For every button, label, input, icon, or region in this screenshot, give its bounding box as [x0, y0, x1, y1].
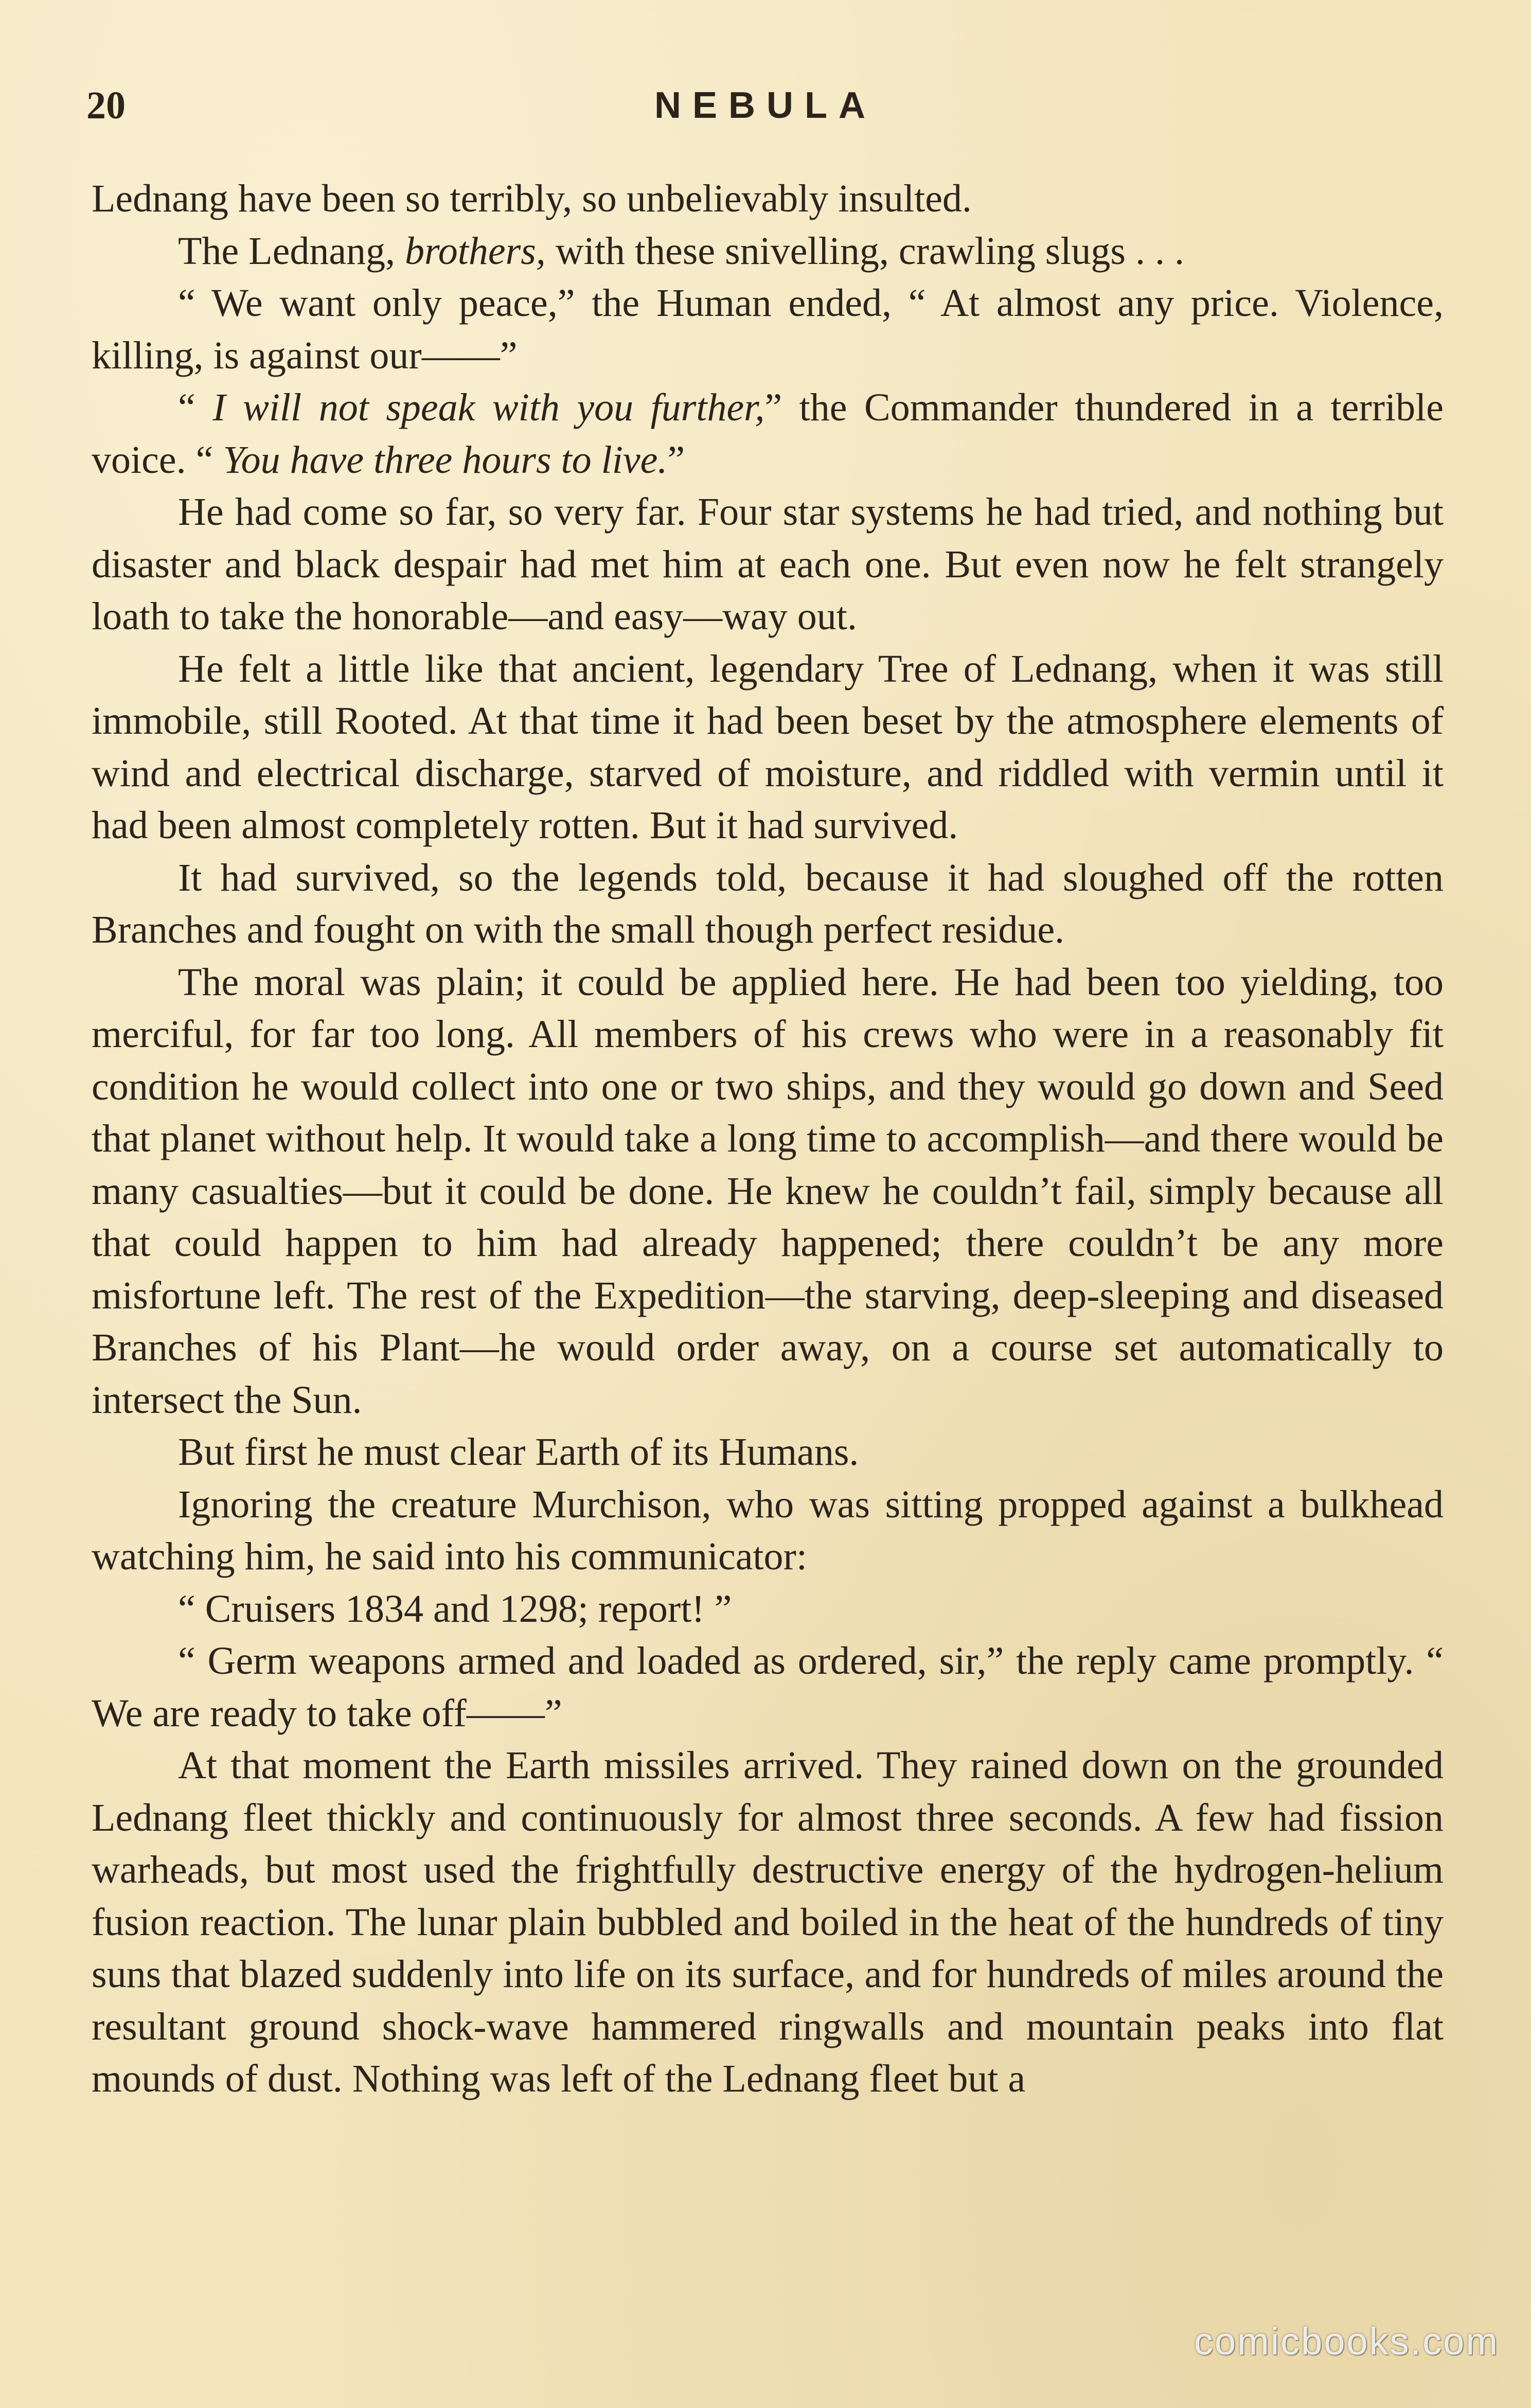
paragraph-text: He felt a little like that ancient, legendary Tree of Lednang, when it was still immobile, still Rooted. At that time it had been beset by the atmosphere elements of wind and electrical discharge, starved of moisture, and riddled with vermin until it had been almost completely rotten. But it had survived. [92, 647, 1444, 847]
italic-text: brothers, [405, 229, 546, 273]
paragraph [92, 277, 1444, 382]
paragraph-text: Lednang have been so terribly, so unbelievably insulted. [92, 177, 972, 220]
page-number: 20 [86, 84, 126, 127]
watermark: comicbooks.com [1194, 2320, 1499, 2363]
paragraph-text: At that moment the Earth missiles arrived. They rained down on the grounded Lednang fleet thickly and continuously for almost three seconds. A few had fission warheads, but most used the frightfully destructive energy of the hydrogen-helium fusion reaction. The lunar plain bubbled and boiled in the heat of the hundreds of tiny suns that blazed suddenly into life on its surface, and for hundreds of miles around the resultant ground shock-wave hammered ringwalls and mountain peaks into flat mounds of dust. Nothing was left of the Lednang fleet but a [92, 1744, 1444, 2100]
paragraph [92, 173, 1444, 225]
paragraph [92, 1740, 1444, 2105]
paragraph-text: “ [178, 386, 213, 429]
paragraph [92, 1635, 1444, 1740]
paragraph-text: “ Germ weapons armed and loaded as ordered, sir,” the reply came promptly. “ We are ready to take off——” [92, 1639, 1444, 1735]
paragraph [92, 225, 1444, 278]
paragraph [92, 1426, 1444, 1479]
paragraph [92, 1583, 1444, 1636]
paragraph-text: He had come so far, so very far. Four star systems he had tried, and nothing but disaster and black despair had met him at each one. But even now he felt strangely loath to take the honorable—and easy—way out. [92, 490, 1444, 638]
running-head: NEBULA [654, 85, 877, 126]
paragraph-text: Ignoring the creature Murchison, who was sitting propped against a bulkhead watching him, he said into his communicator: [92, 1482, 1444, 1578]
paragraph-text: “ We want only peace,” the Human ended, “ At almost any price. Violence, killing, is against our——” [92, 281, 1444, 377]
paragraph-text: ” the Commander thundered in a terrible voice. “ [92, 386, 1444, 482]
paragraph-text: with these snivelling, crawling slugs . . . [545, 229, 1185, 273]
paragraph-text: It had survived, so the legends told, because it had sloughed off the rotten Branches and fought on with the small though perfect residue. [92, 856, 1444, 951]
paragraph-text: The moral was plain; it could be applied here. He had been too yielding, too merciful, for far too long. All members of his crews who were in a reasonably fit condition he would collect into one or two ships, and they would go down and Seed that planet without help. It would take a long time to accomplish—and there would be many casualties—but it could be done. He knew he couldn’t fail, simply because all that could happen to him had already happened; there couldn’t be any more misfortune left. The rest of the Expedition—the starving, deep-sleeping and diseased Branches of his Plant—he would order away, on a course set automatically to intersect the Sun. [92, 960, 1444, 1422]
italic-text: You have three hours to live. [223, 438, 668, 482]
paragraph [92, 957, 1444, 1427]
paragraph-text: “ Cruisers 1834 and 1298; report! ” [178, 1587, 732, 1631]
paragraph [92, 852, 1444, 957]
paragraph [92, 382, 1444, 486]
paragraph-text: The Lednang, [178, 229, 405, 273]
body-text [92, 173, 1444, 2105]
italic-text: I will not speak with you further, [212, 386, 765, 429]
page-header [86, 77, 1445, 134]
paragraph [92, 643, 1444, 852]
paragraph [92, 1479, 1444, 1583]
paragraph-text: ” [667, 438, 685, 482]
paragraph [92, 486, 1444, 643]
paragraph-text: But first he must clear Earth of its Humans. [178, 1430, 859, 1474]
